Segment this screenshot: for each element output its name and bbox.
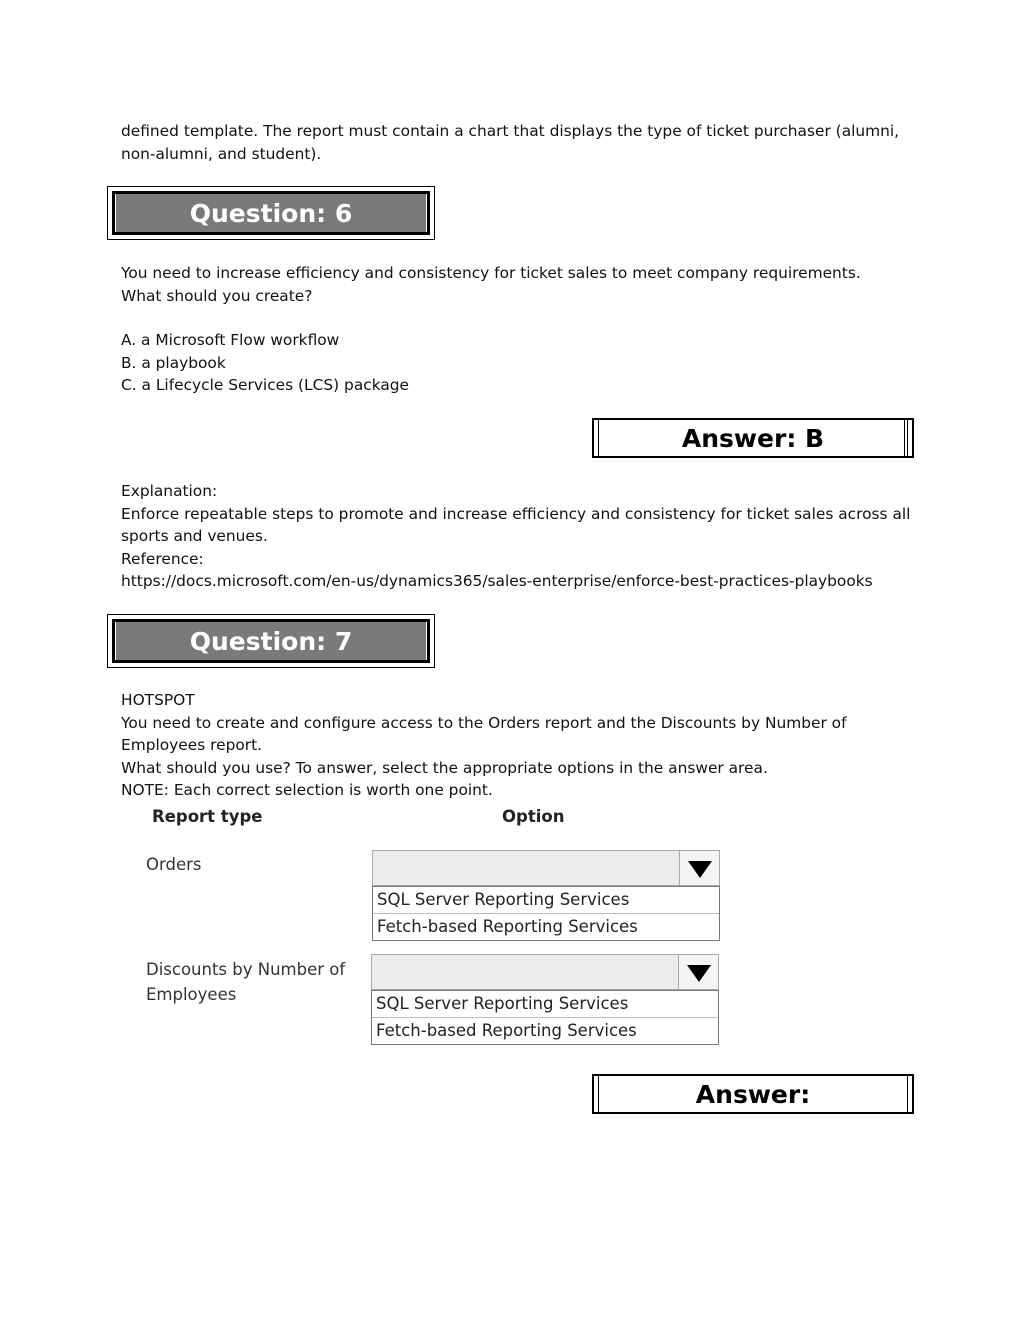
intro-paragraph bbox=[121, 120, 899, 165]
triangle-down-icon bbox=[687, 965, 711, 982]
report-type-header: Report type bbox=[152, 807, 263, 826]
reference-url: https://docs.microsoft.com/en-us/dynamics365/sales-enterprise/enforce-best-practices-playbooks bbox=[121, 572, 873, 590]
question-6-prompt bbox=[121, 262, 861, 307]
orders-option-fetch[interactable]: Fetch-based Reporting Services bbox=[373, 913, 719, 940]
text-line: You need to create and configure access to the Orders report and the Discounts by Number of bbox=[121, 713, 847, 732]
option-header: Option bbox=[502, 807, 565, 826]
orders-options-list bbox=[372, 886, 720, 941]
triangle-down-icon bbox=[688, 861, 712, 878]
text-line: Enforce repeatable steps to promote and increase efficiency and consistency for ticket sales across all bbox=[121, 504, 911, 523]
discounts-option-ssrs[interactable]: SQL Server Reporting Services bbox=[376, 994, 629, 1013]
question-6-answer-banner bbox=[592, 418, 914, 458]
dropdown-button[interactable] bbox=[679, 851, 719, 885]
question-7-banner bbox=[107, 614, 435, 668]
text-line: You need to increase efficiency and consistency for ticket sales to meet company requirements. bbox=[121, 264, 861, 282]
question-6-options bbox=[121, 329, 409, 397]
text-line: What should you create? bbox=[121, 286, 313, 305]
text-line: NOTE: Each correct selection is worth one point. bbox=[121, 781, 493, 799]
dropdown-button[interactable] bbox=[678, 955, 718, 989]
text-line: defined template. The report must contain a chart that displays the type of ticket purchaser (alumni, bbox=[121, 122, 900, 140]
option-c: C. a Lifecycle Services (LCS) package bbox=[121, 376, 410, 394]
question-7-answer-banner bbox=[592, 1074, 914, 1114]
orders-dropdown[interactable] bbox=[372, 850, 720, 886]
text-line: Explanation: bbox=[121, 482, 218, 500]
option-b: B. a playbook bbox=[121, 353, 226, 372]
question-7-prompt bbox=[121, 689, 847, 802]
text-line: non-alumni, and student). bbox=[121, 144, 322, 163]
question-6-title: Question: 6 bbox=[189, 198, 353, 228]
text-line: sports and venues. bbox=[121, 527, 268, 545]
discounts-option-fetch[interactable]: Fetch-based Reporting Services bbox=[372, 1017, 718, 1044]
question-7-answer: Answer: bbox=[695, 1079, 811, 1109]
discounts-options-list bbox=[371, 990, 719, 1045]
orders-option-ssrs[interactable]: SQL Server Reporting Services bbox=[377, 890, 630, 909]
question-7-title: Question: 7 bbox=[189, 626, 353, 656]
question-6-explanation bbox=[121, 480, 910, 593]
question-6-banner bbox=[107, 186, 435, 240]
text-line: Employees report. bbox=[121, 736, 263, 754]
text-line: Reference: bbox=[121, 549, 204, 568]
question-6-answer: Answer: B bbox=[681, 423, 825, 453]
orders-label: Orders bbox=[146, 855, 202, 874]
text-line: What should you use? To answer, select the appropriate options in the answer area. bbox=[121, 758, 768, 777]
discounts-label: Discounts by Number of Employees bbox=[146, 960, 346, 1004]
discounts-dropdown[interactable] bbox=[371, 954, 719, 990]
option-a: A. a Microsoft Flow workflow bbox=[121, 331, 340, 349]
text-line: HOTSPOT bbox=[121, 691, 195, 709]
